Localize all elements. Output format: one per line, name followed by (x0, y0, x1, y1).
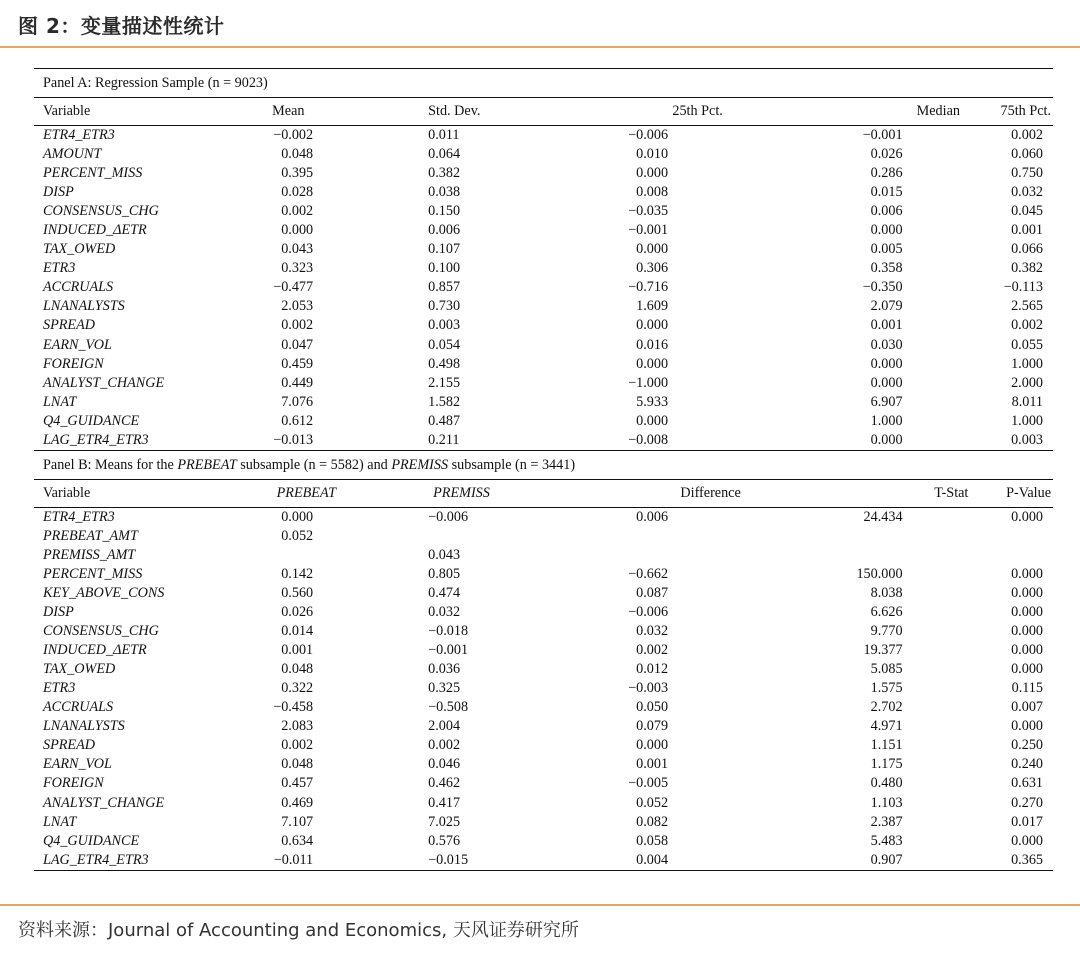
table-row (34, 851, 1053, 871)
value-cell: 0.474 (428, 584, 461, 601)
value-cell: 0.395 (281, 165, 314, 182)
value-cell: 0.032 (428, 604, 461, 621)
panel-a-header-median: Median (762, 98, 994, 126)
variable-name-cell: ANALYST_CHANGE (43, 374, 165, 391)
table-row (34, 431, 1053, 451)
panel-a-header-std-dev: Std. Dev. (347, 98, 533, 126)
value-cell: 0.115 (1011, 680, 1043, 697)
panel-b-header-premiss: PREMISS (347, 479, 533, 507)
table-row (34, 774, 1053, 793)
panel-a-header-75th-pct: 75th Pct. (995, 98, 1053, 126)
value-cell: −0.006 (628, 604, 669, 621)
value-cell (762, 527, 994, 546)
value-cell: 0.087 (636, 584, 669, 601)
variable-name-cell: INDUCED_ΔETR (43, 222, 147, 239)
variable-name-cell: FOREIGN (43, 775, 104, 792)
value-cell: 0.000 (636, 317, 669, 334)
value-cell: 0.107 (428, 241, 461, 258)
table-row (34, 698, 1053, 717)
value-cell: 0.459 (281, 355, 314, 372)
value-cell: 0.358 (870, 260, 903, 277)
value-cell: 0.003 (428, 317, 461, 334)
variable-name-cell: SPREAD (43, 737, 96, 754)
value-cell: 0.000 (281, 222, 314, 239)
value-cell: 0.058 (636, 832, 669, 849)
variable-name-cell: LNANALYSTS (43, 718, 125, 735)
value-cell: 0.907 (762, 851, 994, 871)
value-cell: −0.035 (628, 203, 669, 220)
value-cell: 0.000 (870, 222, 903, 239)
value-cell: 0.000 (636, 737, 669, 754)
panel-b-title (34, 450, 1053, 479)
value-cell: 0.634 (281, 832, 314, 849)
value-cell: 0.000 (636, 355, 669, 372)
value-cell: 0.150 (428, 203, 461, 220)
value-cell: 0.026 (870, 146, 903, 163)
value-cell: 0.054 (428, 336, 461, 353)
value-cell: −1.000 (628, 374, 669, 391)
table-row (34, 813, 1053, 832)
value-cell: 0.805 (428, 565, 461, 582)
value-cell: 8.038 (870, 584, 903, 601)
value-cell: 0.004 (533, 851, 762, 871)
value-cell: 1.000 (1011, 412, 1043, 429)
value-cell: 0.000 (636, 165, 669, 182)
panel-b-title-part: Panel B: Means for the (43, 456, 178, 473)
panel-b-header-row (34, 479, 1053, 507)
value-cell: 0.007 (1011, 699, 1043, 716)
value-cell: 0.030 (870, 336, 903, 353)
variable-name-cell: ETR3 (43, 260, 76, 277)
value-cell: 0.066 (1011, 241, 1043, 258)
variable-name-cell: CONSENSUS_CHG (43, 623, 159, 640)
value-cell: 0.048 (281, 756, 314, 773)
value-cell: 0.449 (281, 374, 314, 391)
value-cell: 0.002 (428, 737, 461, 754)
value-cell: 1.582 (428, 393, 461, 410)
value-cell: 0.000 (1011, 661, 1043, 678)
value-cell: 2.387 (870, 813, 903, 830)
value-cell: 6.626 (870, 604, 903, 621)
value-cell: 1.103 (870, 794, 903, 811)
value-cell: 9.770 (870, 623, 903, 640)
value-cell: 2.155 (428, 374, 461, 391)
value-cell: 0.047 (281, 336, 314, 353)
value-cell: 0.048 (281, 661, 314, 678)
value-cell: 7.025 (428, 813, 461, 830)
value-cell: 0.323 (281, 260, 314, 277)
bottom-divider (0, 904, 1080, 906)
table-row (34, 316, 1053, 335)
value-cell: 0.003 (995, 431, 1053, 451)
value-cell: 0.052 (636, 794, 669, 811)
value-cell: 0.631 (1011, 775, 1043, 792)
value-cell: 0.612 (281, 412, 314, 429)
value-cell: 0.082 (636, 813, 669, 830)
variable-name-cell: ETR4_ETR3 (43, 127, 115, 143)
value-cell: 7.076 (281, 393, 314, 410)
variable-name-cell: LAG_ETR4_ETR3 (34, 851, 200, 871)
panel-b-body (34, 450, 1053, 870)
value-cell: 2.000 (1011, 374, 1043, 391)
value-cell: 150.000 (856, 565, 903, 582)
value-cell: 0.002 (1011, 127, 1043, 143)
table-row (34, 507, 1053, 527)
value-cell: 0.006 (636, 508, 669, 525)
table-row (34, 755, 1053, 774)
variable-name-cell: ETR4_ETR3 (43, 508, 115, 525)
value-cell: 0.142 (281, 565, 314, 582)
value-cell: 0.006 (428, 222, 461, 239)
variable-name-cell: LAG_ETR4_ETR3 (34, 431, 200, 451)
value-cell: 0.052 (281, 527, 314, 544)
variable-name-cell: EARN_VOL (43, 756, 112, 773)
table-row (34, 336, 1053, 355)
figure-title: 图 2：变量描述性统计 (18, 14, 225, 38)
table-row (34, 527, 1053, 546)
value-cell: 0.001 (1011, 222, 1043, 239)
panel-a-title: Panel A: Regression Sample (n = 9023) (34, 69, 1053, 98)
value-cell: 5.933 (636, 393, 669, 410)
value-cell: 0.322 (281, 680, 314, 697)
value-cell: 0.240 (1011, 756, 1043, 773)
table-row (34, 641, 1053, 660)
value-cell: 0.000 (1011, 718, 1043, 735)
value-cell: 0.000 (636, 241, 669, 258)
variable-name-cell: CONSENSUS_CHG (43, 203, 159, 220)
value-cell: 0.038 (428, 184, 461, 201)
value-cell: 1.175 (870, 756, 903, 773)
value-cell: 0.002 (281, 203, 314, 220)
value-cell: 0.000 (870, 374, 903, 391)
value-cell: 4.971 (870, 718, 903, 735)
value-cell: 2.004 (428, 718, 461, 735)
panel-b-header-difference: Difference (533, 479, 762, 507)
panel-a-header-variable: Variable (34, 98, 200, 126)
variable-name-cell: LNANALYSTS (43, 298, 125, 315)
table-row (34, 374, 1053, 393)
variable-name-cell: DISP (43, 604, 74, 621)
value-cell: 0.000 (1011, 604, 1043, 621)
top-divider (0, 46, 1080, 48)
variable-name-cell: EARN_VOL (43, 336, 112, 353)
value-cell: 0.002 (281, 317, 314, 334)
value-cell (200, 546, 348, 565)
value-cell: 1.000 (870, 412, 903, 429)
value-cell: 0.560 (281, 584, 314, 601)
value-cell: −0.008 (533, 431, 762, 451)
panel-b-header-variable: Variable (34, 479, 200, 507)
value-cell: −0.013 (200, 431, 348, 451)
value-cell: 0.002 (1011, 317, 1043, 334)
value-cell: −0.716 (628, 279, 669, 296)
value-cell: 0.457 (281, 775, 314, 792)
value-cell: 0.480 (870, 775, 903, 792)
variable-name-cell: ACCRUALS (43, 279, 114, 296)
value-cell: 0.462 (428, 775, 461, 792)
value-cell: 0.032 (636, 623, 669, 640)
value-cell: −0.113 (1003, 279, 1043, 296)
panel-b-title-row (34, 450, 1053, 479)
variable-name-cell: TAX_OWED (43, 661, 116, 678)
value-cell: 0.010 (636, 146, 669, 163)
source-note: 资料来源：Journal of Accounting and Economics, 天风证券研究所 (18, 920, 579, 941)
variable-name-cell: TAX_OWED (43, 241, 116, 258)
table-row (34, 717, 1053, 736)
value-cell: 0.017 (1011, 813, 1043, 830)
value-cell: −0.015 (347, 851, 533, 871)
variable-name-cell: ANALYST_CHANGE (43, 794, 165, 811)
variable-name-cell: Q4_GUIDANCE (43, 412, 140, 429)
value-cell: 0.250 (1011, 737, 1043, 754)
table-row (34, 412, 1053, 431)
value-cell: −0.018 (428, 623, 469, 640)
value-cell (347, 527, 533, 546)
value-cell: 0.016 (636, 336, 669, 353)
variable-name-cell: LNAT (43, 393, 77, 410)
table-row (34, 546, 1053, 565)
value-cell: 0.036 (428, 661, 461, 678)
table-row (34, 297, 1053, 316)
value-cell: 0.014 (281, 623, 314, 640)
value-cell: 0.000 (1011, 584, 1043, 601)
table-row (34, 622, 1053, 641)
value-cell: 5.085 (870, 661, 903, 678)
value-cell: 0.498 (428, 355, 461, 372)
variable-name-cell: DISP (43, 184, 74, 201)
value-cell: 6.907 (870, 393, 903, 410)
variable-name-cell: PERCENT_MISS (43, 565, 143, 582)
value-cell: 19.377 (863, 642, 903, 659)
value-cell: 1.609 (636, 298, 669, 315)
variable-name-cell: FOREIGN (43, 355, 104, 372)
table-row (34, 221, 1053, 240)
value-cell: 5.483 (870, 832, 903, 849)
panel-b-title-premiss: PREMISS (391, 456, 449, 473)
value-cell: 0.055 (1011, 336, 1043, 353)
value-cell: 0.050 (636, 699, 669, 716)
value-cell: −0.350 (862, 279, 903, 296)
value-cell: 2.079 (870, 298, 903, 315)
value-cell: 0.469 (281, 794, 314, 811)
value-cell: 0.270 (1011, 794, 1043, 811)
value-cell: 2.702 (870, 699, 903, 716)
panel-b-title-part: subsample (n = 3441) (448, 456, 576, 473)
value-cell: 0.000 (1011, 508, 1043, 525)
value-cell: 0.000 (870, 355, 903, 372)
panel-b-header-prebeat: PREBEAT (200, 479, 348, 507)
table-row (34, 278, 1053, 297)
value-cell: −0.001 (862, 127, 903, 143)
panel-a-header-25th-pct: 25th Pct. (533, 98, 762, 126)
value-cell: 0.079 (636, 718, 669, 735)
table-row (34, 202, 1053, 221)
value-cell: 0.000 (1011, 642, 1043, 659)
value-cell: 0.026 (281, 604, 314, 621)
value-cell: 0.211 (347, 431, 533, 451)
value-cell: −0.508 (428, 699, 469, 716)
value-cell (762, 546, 994, 565)
panel-a-title-row (34, 69, 1053, 98)
variable-name-cell: AMOUNT (43, 146, 102, 163)
table-row (34, 679, 1053, 698)
value-cell: −0.003 (628, 680, 669, 697)
value-cell: 0.002 (281, 737, 314, 754)
table-row (34, 240, 1053, 259)
value-cell: −0.001 (628, 222, 669, 239)
variable-name-cell: INDUCED_ΔETR (43, 642, 147, 659)
value-cell: −0.005 (628, 775, 669, 792)
value-cell: 8.011 (1011, 393, 1043, 410)
value-cell: −0.662 (628, 565, 669, 582)
value-cell: −0.011 (200, 851, 348, 871)
variable-name-cell: LNAT (43, 813, 77, 830)
value-cell: 0.012 (636, 661, 669, 678)
value-cell: −0.477 (273, 279, 314, 296)
value-cell: 0.000 (1011, 623, 1043, 640)
value-cell: 2.083 (281, 718, 314, 735)
value-cell: 0.015 (870, 184, 903, 201)
table-row (34, 565, 1053, 584)
value-cell: 24.434 (863, 508, 903, 525)
variable-name-cell: ETR3 (43, 680, 76, 697)
table-row (34, 660, 1053, 679)
value-cell: 0.325 (428, 680, 461, 697)
statistics-table-container (34, 68, 1053, 871)
value-cell: 0.382 (428, 165, 461, 182)
value-cell: 0.028 (281, 184, 314, 201)
value-cell: 0.000 (1011, 565, 1043, 582)
value-cell: 0.000 (636, 412, 669, 429)
value-cell: 0.046 (428, 756, 461, 773)
value-cell: 0.043 (281, 241, 314, 258)
table-row (34, 603, 1053, 622)
value-cell: 0.365 (995, 851, 1053, 871)
value-cell: 0.045 (1011, 203, 1043, 220)
value-cell: 1.575 (870, 680, 903, 697)
value-cell: 0.060 (1011, 146, 1043, 163)
variable-name-cell: SPREAD (43, 317, 96, 334)
table-row (34, 794, 1053, 813)
table-row (34, 126, 1053, 146)
value-cell: 1.000 (1011, 355, 1043, 372)
value-cell: 0.064 (428, 146, 461, 163)
value-cell (533, 527, 762, 546)
value-cell: 0.382 (1011, 260, 1043, 277)
variable-name-cell: Q4_GUIDANCE (43, 832, 140, 849)
table-row (34, 183, 1053, 202)
value-cell (533, 546, 762, 565)
table-row (34, 259, 1053, 278)
table-row (34, 736, 1053, 755)
value-cell (995, 527, 1053, 546)
value-cell: 0.032 (1011, 184, 1043, 201)
value-cell: 0.001 (281, 642, 314, 659)
panel-a-body (34, 69, 1053, 451)
value-cell: 0.750 (1011, 165, 1043, 182)
value-cell: −0.002 (273, 127, 314, 143)
panel-b-header-p-value: P-Value (995, 479, 1053, 507)
variable-name-cell: ACCRUALS (43, 699, 114, 716)
value-cell: 0.576 (428, 832, 461, 849)
value-cell: 2.053 (281, 298, 314, 315)
panel-a-header-mean: Mean (200, 98, 348, 126)
table-row (34, 145, 1053, 164)
value-cell: 0.286 (870, 165, 903, 182)
panel-b-title-prebeat: PREBEAT (177, 456, 237, 473)
value-cell (995, 546, 1053, 565)
value-cell: −0.006 (628, 127, 669, 143)
value-cell: 0.005 (870, 241, 903, 258)
value-cell: 0.730 (428, 298, 461, 315)
variable-name-cell: PREMISS_AMT (43, 546, 136, 563)
value-cell: −0.006 (428, 508, 469, 525)
value-cell: 0.011 (428, 127, 460, 143)
variable-name-cell: PREBEAT_AMT (43, 527, 138, 544)
value-cell: 0.001 (636, 756, 669, 773)
value-cell: 0.100 (428, 260, 461, 277)
value-cell: 0.002 (636, 642, 669, 659)
panel-a-header-row (34, 98, 1053, 126)
value-cell: 0.000 (281, 508, 314, 525)
value-cell: 0.857 (428, 279, 461, 296)
value-cell: 0.487 (428, 412, 461, 429)
panel-b-title-part: subsample (n = 5582) and (236, 456, 392, 473)
table-row (34, 584, 1053, 603)
value-cell: 0.001 (870, 317, 903, 334)
table-row (34, 355, 1053, 374)
descriptive-statistics-table (34, 68, 1053, 871)
value-cell: −0.458 (273, 699, 314, 716)
value-cell: 0.008 (636, 184, 669, 201)
table-row (34, 393, 1053, 412)
table-row (34, 164, 1053, 183)
value-cell: 0.006 (870, 203, 903, 220)
variable-name-cell: PERCENT_MISS (43, 165, 143, 182)
value-cell: 0.000 (762, 431, 994, 451)
value-cell: 1.151 (870, 737, 903, 754)
variable-name-cell: KEY_ABOVE_CONS (43, 584, 165, 601)
value-cell: 0.048 (281, 146, 314, 163)
table-row (34, 832, 1053, 851)
value-cell: −0.001 (428, 642, 469, 659)
value-cell: 0.000 (1011, 832, 1043, 849)
value-cell: 0.417 (428, 794, 461, 811)
value-cell: 0.043 (428, 546, 461, 563)
value-cell: 7.107 (281, 813, 314, 830)
value-cell: 0.306 (636, 260, 669, 277)
value-cell: 2.565 (1011, 298, 1043, 315)
panel-b-header-t-stat: T-Stat (762, 479, 994, 507)
